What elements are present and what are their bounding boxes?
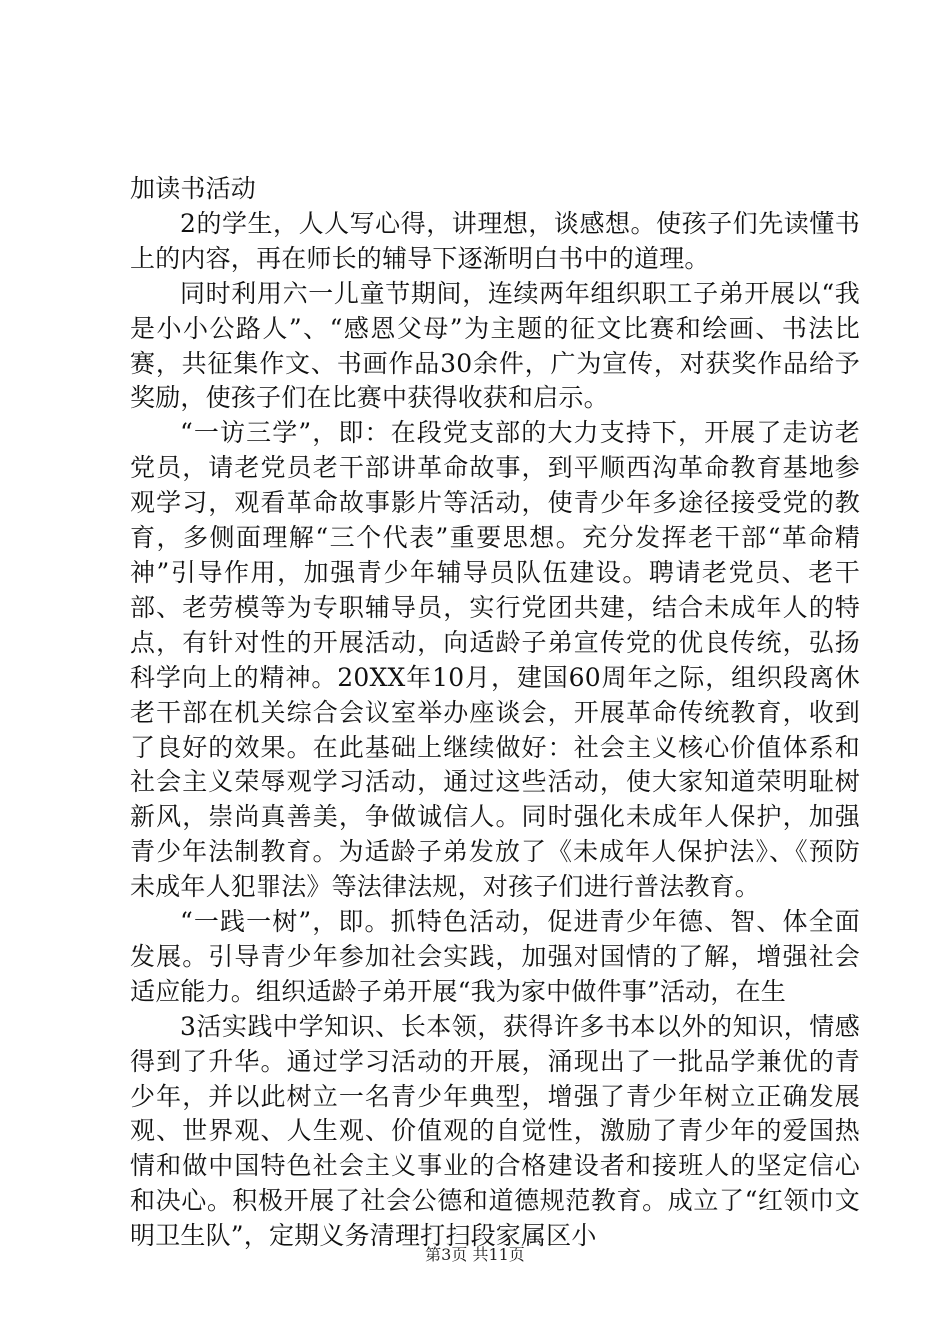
body-text bbox=[130, 172, 860, 1254]
paragraph: “一践一树”，即。抓特色活动，促进青少年德、智、体全面发展。引导青少年参加社会实践，加强对国情的了解，增强社会适应能力。组织适龄子弟开展“我为家中做件事”活动，在生 bbox=[130, 907, 860, 1006]
paragraph: 同时利用六一儿童节期间，连续两年组织职工子弟开展以“我是小小公路人”、“感恩父母”为主题的征文比赛和绘画、书法比赛，共征集作文、书画作品30余件，广为宣传，对获奖作品给予奖励，使孩子们在比赛中获得收获和启示。 bbox=[130, 278, 860, 413]
paragraph: 加读书活动 bbox=[130, 174, 257, 203]
paragraph: “一访三学”，即：在段党支部的大力支持下，开展了走访老党员，请老党员老干部讲革命故事，到平顺西沟革命教育基地参观学习，观看革命故事影片等活动，使青少年多途径接受党的教育，多侧面理解“三个代表”重要思想。充分发挥老干部“革命精神”引导作用，加强青少年辅导员队伍建设。聘请老党员、老干部、老劳模等为专职辅导员，实行党团共建，结合未成年人的特点，有针对性的开展活动，向适龄子弟宣传党的优良传统，弘扬科学向上的精神。20XX年10月，建国60周年之际，组织段离休老干部在机关综合会议室举办座谈会，开展革命传统教育，收到了良好的效果。在此基础上继续做好：社会主义核心价值体系和社会主义荣辱观学习活动，通过这些活动，使大家知道荣明耻树新风，崇尚真善美，争做诚信人。同时强化未成年人保护，加强青少年法制教育。为适龄子弟发放了《未成年人保护法》、《预防未成年人犯罪法》等法律法规，对孩子们进行普法教育。 bbox=[130, 418, 860, 902]
paragraph: 3活实践中学知识、长本领，获得许多书本以外的知识，情感得到了升华。通过学习活动的开展，涌现出了一批品学兼优的青少年，并以此树立一名青少年典型，增强了青少年树立正确发展观、世界观、人生观、价值观的自觉性，激励了青少年的爱国热情和做中国特色社会主义事业的合格建设者和接班人的坚定信心和决心。积极开展了社会公德和道德规范教育。成立了“红领巾文明卫生队”，定期义务清理打扫段家属区小 bbox=[130, 1011, 860, 1251]
paragraph: 2的学生，人人写心得，讲理想，谈感想。使孩子们先读懂书上的内容，再在师长的辅导下逐渐明白书中的道理。 bbox=[130, 208, 860, 273]
page-number-footer: 第3页 共11页 bbox=[425, 1245, 525, 1264]
